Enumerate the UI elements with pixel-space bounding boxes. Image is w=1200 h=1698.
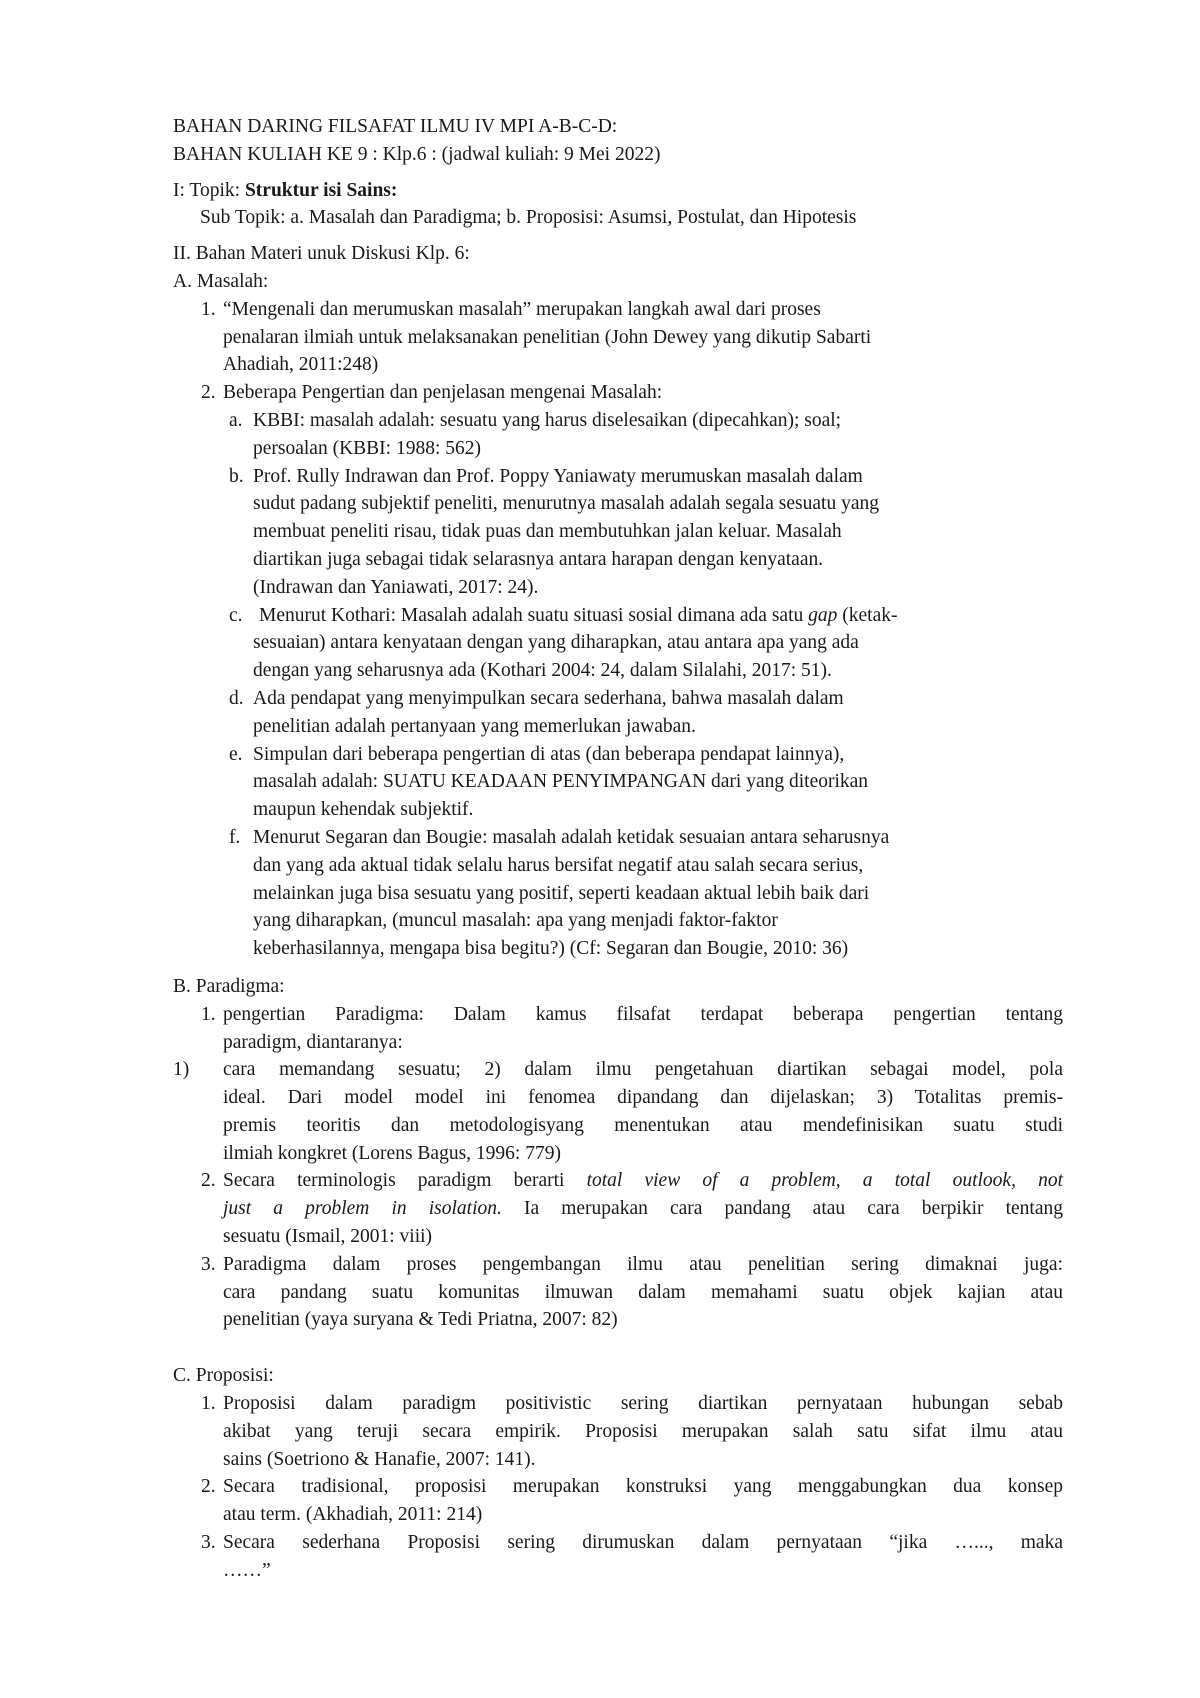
list-text: ilmiah kongkret (Lorens Bagus, 1996: 779) (223, 1142, 561, 1164)
list-text: pengertian Paradigma: Dalam kamus filsafat terdapat beberapa pengertian tentang (223, 1003, 1063, 1025)
list-text: (Indrawan dan Yaniawati, 2017: 24). (253, 576, 539, 598)
sub-list-item (173, 685, 1063, 741)
list-text: KBBI: masalah adalah: sesuatu yang harus diselesaikan (dipecahkan); soal; (253, 409, 842, 431)
sub-list-item (173, 741, 1063, 824)
topic-line (173, 177, 1063, 205)
list-text-part: (ketak- (837, 604, 898, 626)
italic-term: just a problem in isolation. (223, 1198, 502, 1220)
list-item (173, 1167, 1063, 1250)
list-item (173, 1390, 1063, 1473)
sub-list-item (173, 463, 1063, 602)
sub-list-item (173, 824, 1063, 963)
list-item (173, 1529, 1063, 1585)
sub-list-item (173, 602, 1063, 685)
list-text: maupun kehendak subjektif. (253, 799, 474, 821)
list-text-part: Secara terminologis paradigm berarti (223, 1170, 587, 1192)
list-number: 3. (201, 1532, 216, 1554)
list-text: akibat yang teruji secara empirik. Proposisi merupakan salah satu sifat ilmu atau (223, 1420, 1063, 1442)
section-b-title: B. Paradigma: (173, 975, 285, 997)
list-text: keberhasilannya, mengapa bisa begitu?) (Cf: Segaran dan Bougie, 2010: 36) (253, 938, 849, 960)
header-line-2: BAHAN KULIAH KE 9 : Klp.6 : (jadwal kuliah: 9 Mei 2022) (173, 143, 661, 165)
list-number: 2. (201, 1170, 216, 1192)
list-text: cara pandang suatu komunitas ilmuwan dalam memahami suatu objek kajian atau (223, 1281, 1063, 1303)
list-number: 1. (201, 298, 216, 320)
list-text (229, 602, 1063, 630)
list-text: Paradigma dalam proses pengembangan ilmu atau penelitian sering dimaknai juga: (223, 1253, 1063, 1275)
list-text: Menurut Segaran dan Bougie: masalah adalah ketidak sesuaian antara seharusnya (253, 826, 890, 848)
list-text: paradigm, diantaranya: (223, 1031, 403, 1053)
list-text: atau term. (Akhadiah, 2011: 214) (223, 1504, 483, 1526)
list-number: 1. (201, 1393, 216, 1415)
list-number: 2. (201, 382, 216, 404)
list-text: Proposisi dalam paradigm positivistic sering diartikan pernyataan hubungan sebab (223, 1393, 1063, 1415)
list-text: Secara sederhana Proposisi sering dirumuskan dalam pernyataan “jika …..., maka (223, 1532, 1063, 1554)
list-text: persoalan (KBBI: 1988: 562) (253, 437, 482, 459)
list-text: dengan yang seharusnya ada (Kothari 2004: 24, dalam Silalahi, 2017: 51). (253, 660, 832, 682)
list-number: 1) (173, 1059, 190, 1081)
list-item (173, 296, 1063, 379)
list-text: sains (Soetriono & Hanafie, 2007: 141). (223, 1448, 536, 1470)
list-text: diartikan juga sebagai tidak selarasnya antara harapan dengan kenyataan. (253, 548, 824, 570)
list-text (201, 1195, 1063, 1223)
section-a-title: A. Masalah: (173, 270, 269, 292)
list-text: sesuatu (Ismail, 2001: viii) (223, 1226, 433, 1248)
list-item (173, 1001, 1063, 1057)
sub-list-label: b. (229, 465, 244, 487)
list-text: ideal. Dari model model ini fenomea dipandang dan dijelaskan; 3) Totalitas premis- (223, 1087, 1063, 1109)
list-text: dan yang ada aktual tidak selalu harus bersifat negatif atau salah secara serius, (253, 854, 864, 876)
list-text: penelitian (yaya suryana & Tedi Priatna, 2007: 82) (223, 1309, 618, 1331)
list-text: Simpulan dari beberapa pengertian di atas (dan beberapa pendapat lainnya), (253, 743, 845, 765)
list-text: ……” (223, 1559, 271, 1581)
list-text: penelitian adalah pertanyaan yang memerlukan jawaban. (253, 715, 696, 737)
sub-list-label: a. (229, 409, 243, 431)
italic-term: gap (808, 604, 838, 626)
list-text: premis teoritis dan metodologisyang menentukan atau mendefinisikan suatu studi (223, 1114, 1063, 1136)
list-text: Ahadiah, 2011:248) (223, 354, 379, 376)
list-text: sesuaian) antara kenyataan dengan yang diharapkan, atau antara apa yang ada (253, 632, 859, 654)
list-text: penalaran ilmiah untuk melaksanakan penelitian (John Dewey yang dikutip Sabarti (223, 326, 872, 348)
list-text-part: Menurut Kothari: Masalah adalah suatu situasi sosial dimana ada satu (259, 604, 809, 626)
section-c-title: C. Proposisi: (173, 1365, 274, 1387)
italic-term: total view of a problem, a total outlook, not (586, 1170, 1063, 1192)
document-body (173, 113, 1063, 1585)
list-item (173, 1251, 1063, 1334)
sub-list-item (173, 407, 1063, 463)
list-text: masalah adalah: SUATU KEADAAN PENYIMPANGAN dari yang diteorikan (253, 771, 869, 793)
list-text: Prof. Rully Indrawan dan Prof. Poppy Yaniawaty merumuskan masalah dalam (253, 465, 863, 487)
list-number: 3. (201, 1253, 216, 1275)
list-text: cara memandang sesuatu; 2) dalam ilmu pengetahuan diartikan sebagai model, pola (223, 1059, 1063, 1081)
list-text: yang diharapkan, (muncul masalah: apa yang menjadi faktor-faktor (253, 910, 778, 932)
list-number: 2. (201, 1476, 216, 1498)
list-item (173, 1473, 1063, 1529)
topic-prefix: I: Topik: (173, 179, 245, 201)
list-number: 1. (201, 1003, 216, 1025)
list-text: “Mengenali dan merumuskan masalah” merupakan langkah awal dari proses (223, 298, 821, 320)
subtopic-line: Sub Topik: a. Masalah dan Paradigma; b. Proposisi: Asumsi, Postulat, dan Hipotesis (200, 207, 857, 229)
sub-list-label: f. (229, 826, 241, 848)
list-item (173, 379, 1063, 407)
list-text: sudut padang subjektif peneliti, menurutnya masalah adalah segala sesuatu yang (253, 493, 879, 515)
header-line-1: BAHAN DARING FILSAFAT ILMU IV MPI A-B-C-D: (173, 116, 618, 137)
list-text: Ada pendapat yang menyimpulkan secara sederhana, bahwa masalah dalam (253, 687, 844, 709)
sub-list-label: c. (229, 604, 243, 626)
list-text (201, 1167, 1063, 1195)
list-item (173, 1056, 1063, 1167)
list-text: membuat peneliti risau, tidak puas dan membutuhkan jalan keluar. Masalah (253, 521, 842, 543)
section-2-title: II. Bahan Materi unuk Diskusi Klp. 6: (173, 243, 470, 265)
sub-list-label: e. (229, 743, 243, 765)
topic-title: Struktur isi Sains: (244, 179, 398, 201)
list-text: melainkan juga bisa sesuatu yang positif, seperti keadaan aktual lebih baik dari (253, 882, 870, 904)
list-text: Secara tradisional, proposisi merupakan konstruksi yang menggabungkan dua konsep (223, 1476, 1063, 1498)
list-text-part: Ia merupakan cara pandang atau cara berpikir tentang (501, 1198, 1064, 1220)
list-text: Beberapa Pengertian dan penjelasan mengenai Masalah: (223, 382, 663, 404)
sub-list-label: d. (229, 687, 244, 709)
